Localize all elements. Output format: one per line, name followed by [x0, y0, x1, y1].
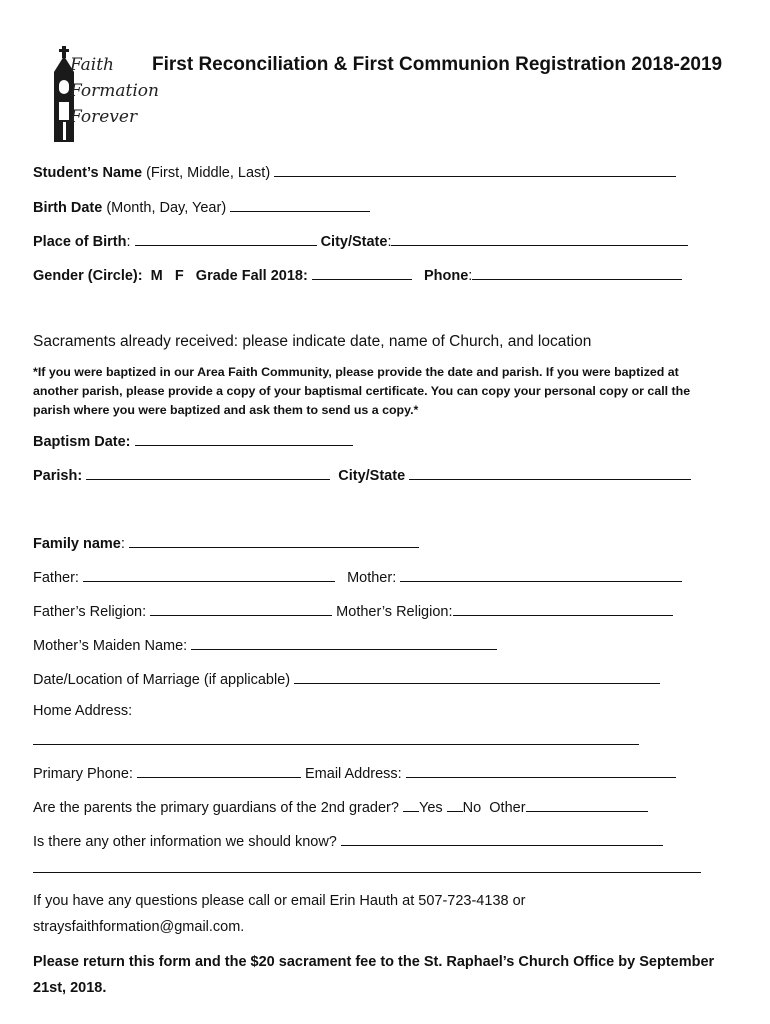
parish-city-label: City/State	[338, 468, 406, 484]
birth-date-label: Birth Date	[33, 200, 103, 216]
family-name-row: Family name:	[33, 533, 419, 552]
other-info-field-row-2	[33, 858, 701, 877]
guardians-other-label: Other	[489, 800, 526, 816]
father-field[interactable]	[83, 567, 335, 582]
grade-label: Grade Fall 2018:	[195, 268, 308, 284]
marriage-label: Date/Location of Marriage (if applicable)	[33, 672, 291, 688]
baptism-date-field[interactable]	[135, 431, 353, 446]
parish-label: Parish:	[33, 468, 83, 484]
guardians-yes-label: Yes	[418, 800, 443, 816]
gender-row: Gender (Circle): M F Grade Fall 2018: Phone:	[33, 265, 682, 284]
father-label: Father:	[33, 570, 79, 586]
other-info-field[interactable]	[341, 831, 663, 846]
email-label: Email Address:	[305, 766, 402, 782]
guardians-no-field[interactable]	[447, 797, 463, 812]
home-address-row	[33, 703, 132, 719]
marriage-field[interactable]	[294, 669, 660, 684]
birth-city-field[interactable]	[391, 231, 688, 246]
other-info-question: Is there any other information we should know?	[33, 834, 337, 850]
maiden-name-row	[33, 635, 497, 654]
baptism-date-row	[33, 431, 353, 450]
other-info-field-2[interactable]	[33, 858, 701, 873]
guardians-no-label: No	[462, 800, 482, 816]
parents-row	[33, 567, 682, 586]
gender-label: Gender (Circle):	[33, 268, 143, 284]
home-address-field-row	[33, 730, 639, 749]
baptism-date-label: Baptism Date:	[33, 434, 131, 450]
primary-phone-field[interactable]	[137, 763, 301, 778]
mother-religion-field[interactable]	[453, 601, 673, 616]
email-field[interactable]	[406, 763, 676, 778]
family-name-field[interactable]	[129, 533, 419, 548]
contact-info: If you have any questions please call or email Erin Hauth at 507-723-4138 or straysfaithformation@gmail.com.	[33, 893, 526, 935]
contact-row	[33, 763, 676, 782]
return-note: Please return this form and the $20 sacrament fee to the St. Raphael’s Church Office by September 21st, 2018.	[33, 954, 715, 996]
place-of-birth-field[interactable]	[135, 231, 317, 246]
father-religion-label: Father’s Religion:	[33, 604, 147, 620]
baptism-note: *If you were baptized in our Area Faith Community, please provide the date and parish. If you were baptized at another parish, please provide a copy of your baptismal certificate. You can copy your personal copy or call the parish where you were baptized and ask them to send us a copy.*	[33, 365, 691, 417]
mother-field[interactable]	[400, 567, 682, 582]
birth-date-field[interactable]	[230, 197, 370, 212]
student-name-hint: (First, Middle, Last)	[146, 165, 271, 181]
logo-line-formation: Formation	[70, 81, 159, 101]
mother-label: Mother:	[347, 570, 397, 586]
phone-label: Phone	[423, 268, 469, 284]
sacraments-heading: Sacraments already received: please indicate date, name of Church, and location	[33, 333, 592, 350]
place-of-birth-label: Place of Birth	[33, 234, 127, 250]
guardians-yes-field[interactable]	[403, 797, 419, 812]
other-info-row	[33, 831, 663, 850]
father-religion-field[interactable]	[150, 601, 332, 616]
logo-wordmark	[70, 52, 159, 130]
parish-row	[33, 465, 691, 484]
parish-city-field[interactable]	[409, 465, 691, 480]
logo-line-faith: Faith	[70, 55, 114, 75]
place-of-birth-row: Place of Birth: City/State:	[33, 231, 688, 250]
birth-date-hint: (Month, Day, Year)	[106, 200, 227, 216]
student-name-field[interactable]	[274, 162, 676, 177]
maiden-name-field[interactable]	[191, 635, 497, 650]
religion-row	[33, 601, 673, 620]
guardians-other-field[interactable]	[526, 797, 648, 812]
guardians-question: Are the parents the primary guardians of the 2nd grader?	[33, 800, 399, 816]
parish-field[interactable]	[86, 465, 330, 480]
maiden-name-label: Mother’s Maiden Name:	[33, 638, 188, 654]
grade-field[interactable]	[312, 265, 412, 280]
guardians-row	[33, 797, 648, 816]
family-name-label: Family name	[33, 536, 121, 552]
birth-date-row	[33, 197, 370, 216]
home-address-field[interactable]	[33, 730, 639, 745]
student-name-row	[33, 162, 676, 181]
gender-f-option[interactable]: F	[174, 268, 184, 284]
mother-religion-label: Mother’s Religion:	[336, 604, 453, 620]
home-address-label: Home Address:	[33, 703, 133, 719]
page-title: First Reconciliation & First Communion Registration 2018-2019	[152, 54, 723, 75]
logo-line-forever: Forever	[70, 107, 138, 127]
marriage-row	[33, 669, 660, 688]
gender-m-option[interactable]: M	[150, 268, 163, 284]
birth-city-label: City/State	[320, 234, 388, 250]
phone-field[interactable]	[472, 265, 682, 280]
student-name-label: Student’s Name	[33, 165, 143, 181]
primary-phone-label: Primary Phone:	[33, 766, 133, 782]
